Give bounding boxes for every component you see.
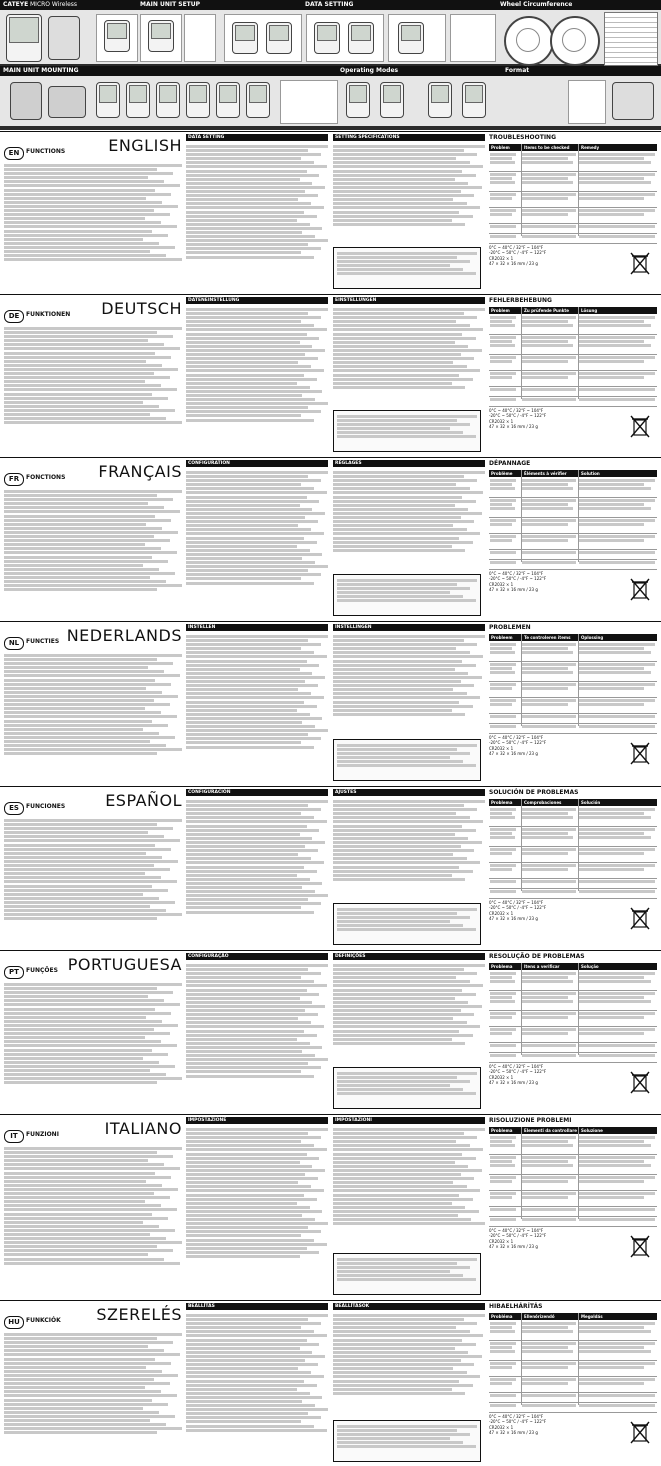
brand-logo: CATEYE [3,1,29,8]
setting-text-block [186,307,328,423]
weee-bin-icon [629,906,651,930]
table-row [489,533,657,550]
th-problem: Problema [491,1128,513,1133]
specifications-list [489,735,619,756]
troubleshooting-table-header [489,307,657,314]
th-cause: Comprobaciones [524,800,562,805]
language-title: PORTUGUESA [67,955,182,974]
spec-storage-temp: -20°C ~ 50°C / -4°F ~ 122°F [489,1069,547,1075]
mounting-title-bar [0,66,661,76]
th-cause: Items to be checked [524,145,570,150]
troubleshooting-table-header [489,1313,657,1320]
mode-panel [280,80,338,124]
specifications-text-block [333,1127,485,1226]
troubleshooting-table-header [489,799,657,806]
spec-operating-temp: 0°C ~ 40°C / 32°F ~ 104°F [489,1414,544,1419]
functions-column [4,1119,182,1269]
bracket-illustration [10,82,42,120]
data-setting-display-1 [232,22,258,54]
functions-text-block [4,1332,182,1435]
section-operating-modes: Operating Modes [340,67,399,74]
section-main-unit-mounting: MAIN UNIT MOUNTING [3,67,79,74]
th-remedy: Lösung [581,308,598,313]
functions-text-block [4,653,182,756]
language-title: NEDERLANDS [66,626,182,645]
table-row [489,1320,657,1341]
spec-dimensions: 47 × 32 × 16 mm / 23 g [489,1429,538,1435]
section-main-unit-setup: MAIN UNIT SETUP [140,1,201,8]
specifications-text-block [333,1313,485,1396]
data-setting-panel-4 [450,14,496,62]
th-cause: Te controleren items [524,635,571,640]
specifications-list [489,1414,619,1435]
language-section [0,786,661,949]
setting-column [186,1117,328,1272]
functions-text-block [4,326,182,425]
language-section [0,1114,661,1299]
setting-column [186,624,328,779]
specifications-heading: AJUSTES [333,789,485,796]
table-row [489,806,657,827]
functions-column [4,136,182,286]
troubleshooting-heading: FEHLERBEHEBUNG [489,297,552,304]
table-row [489,1154,657,1175]
specifications-list [489,571,619,592]
section-data-setting: DATA SETTING [305,1,354,8]
table-row [489,1376,657,1393]
specifications-column [333,460,485,615]
setting-column [186,953,328,1108]
weee-bin-icon [629,1420,651,1444]
spec-battery: CR2032 × 1 [489,745,514,751]
spec-dimensions: 47 × 32 × 16 mm / 23 g [489,1243,538,1249]
language-code-badge: FR [4,473,24,486]
troubleshooting-column [489,953,657,1108]
language-title: ITALIANO [104,1119,182,1138]
table-row [489,723,657,734]
language-title: ENGLISH [108,136,182,155]
troubleshooting-table-header [489,634,657,641]
specifications-column [333,297,485,452]
mode-display-4 [186,82,210,118]
mode-display-9 [428,82,452,118]
functions-heading: FONCTIONS [26,474,66,481]
troubleshooting-heading: HIBAELHÁRÍTÁS [489,1303,543,1310]
table-row [489,681,657,698]
spec-battery: CR2032 × 1 [489,910,514,916]
mode-display-3 [156,82,180,118]
troubleshooting-heading: TROUBLESHOOTING [489,134,556,141]
th-problem: Problema [491,800,513,805]
note-box [333,1420,481,1462]
wheel-icon [504,16,554,66]
spec-battery: CR2032 × 1 [489,1074,514,1080]
table-row [489,396,657,407]
data-setting-display-3 [314,22,340,54]
table-row [489,1026,657,1043]
model-name: MICRO Wireless [30,1,78,8]
specifications-column [333,134,485,289]
troubleshooting-heading: RISOLUZIONE PROBLEMI [489,1117,572,1124]
specifications-heading: SETTING SPECIFICATIONS [333,134,485,141]
functions-heading: FUNCIONES [26,803,66,810]
functions-heading: FUNÇÕES [26,967,58,974]
language-code-badge: EN [4,147,24,160]
data-setting-display-4 [348,22,374,54]
functions-column [4,626,182,776]
table-row [489,559,657,570]
troubleshooting-table-header [489,963,657,970]
weee-bin-icon [629,577,651,601]
functions-column [4,791,182,941]
table-row [489,846,657,863]
setting-text-block [186,1313,328,1433]
th-problem: Problem [491,145,510,150]
specifications-list [489,408,619,429]
th-cause: Itens a verificar [524,964,560,969]
weee-bin-icon [629,414,651,438]
table-row [489,171,657,192]
functions-text-block [4,489,182,592]
functions-text-block [4,1146,182,1266]
specifications-text-block [333,634,485,717]
th-problem: Problem [491,308,510,313]
spec-storage-temp: -20°C ~ 50°C / -4°F ~ 122°F [489,905,547,911]
troubleshooting-column [489,624,657,779]
setting-text-block [186,799,328,915]
th-cause: Zu prüfende Punkte [524,308,570,313]
troubleshooting-column [489,134,657,289]
spec-battery: CR2032 × 1 [489,581,514,587]
spec-dimensions: 47 × 32 × 16 mm / 23 g [489,915,538,921]
table-row [489,354,657,371]
th-cause: Elementi da controllare [524,1128,577,1133]
setting-heading: CONFIGURACIÓN [186,789,328,796]
functions-column [4,955,182,1105]
functions-heading: FUNCTIES [26,638,60,645]
troubleshooting-column [489,297,657,452]
setting-text-block [186,963,328,1079]
setup-step-display-1 [104,20,130,52]
specifications-column [333,624,485,779]
table-row [489,888,657,899]
setting-column [186,297,328,452]
section-wheel-circumference: Wheel Circumference [500,1,573,8]
section-format: Format [505,67,530,74]
mode-display-1 [96,82,120,118]
format-panel [568,80,606,124]
mode-display-7 [346,82,370,118]
spec-battery: CR2032 × 1 [489,418,514,424]
instruction-header [0,0,661,130]
setting-heading: BEÁLLÍTÁS [186,1303,328,1310]
setup-step-display-2 [148,20,174,52]
spec-dimensions: 47 × 32 × 16 mm / 23 g [489,260,538,266]
functions-heading: FUNCTIONS [26,148,66,155]
computer-back-illustration [48,16,80,60]
spec-operating-temp: 0°C ~ 40°C / 32°F ~ 104°F [489,408,544,413]
th-problem: Probléma [491,1314,513,1319]
spec-battery: CR2032 × 1 [489,255,514,261]
specifications-heading: DEFINIÇÕES [333,953,485,960]
functions-text-block [4,818,182,921]
language-section [0,457,661,620]
functions-text-block [4,163,182,262]
spec-battery: CR2032 × 1 [489,1424,514,1430]
table-row [489,641,657,662]
table-row [489,1174,657,1191]
table-row [489,517,657,534]
setting-column [186,460,328,615]
setting-heading: IMPOSTAZIONE [186,1117,328,1124]
mode-display-6 [246,82,270,118]
th-remedy: Megoldás [581,1314,603,1319]
table-row [489,497,657,518]
spec-operating-temp: 0°C ~ 40°C / 32°F ~ 104°F [489,571,544,576]
specifications-heading: IMPOSTAZIONI [333,1117,485,1124]
th-remedy: Solução [581,964,599,969]
functions-heading: FUNKCIÓK [26,1317,61,1324]
table-row [489,1134,657,1155]
table-row [489,1216,657,1227]
note-box [333,739,481,781]
functions-text-block [4,982,182,1085]
spec-storage-temp: -20°C ~ 50°C / -4°F ~ 122°F [489,250,547,256]
mode-display-10 [462,82,486,118]
language-code-badge: PT [4,966,24,979]
spec-operating-temp: 0°C ~ 40°C / 32°F ~ 104°F [489,1064,544,1069]
troubleshooting-table-header [489,470,657,477]
functions-column [4,462,182,612]
specifications-column [333,1303,485,1458]
table-row [489,1010,657,1027]
spec-operating-temp: 0°C ~ 40°C / 32°F ~ 104°F [489,900,544,905]
spec-operating-temp: 0°C ~ 40°C / 32°F ~ 104°F [489,735,544,740]
setting-heading: CONFIGURAÇÃO [186,953,328,960]
specifications-list [489,900,619,921]
specifications-heading: BEÁLLÍTÁSOK [333,1303,485,1310]
setting-heading: CONFIGURATION [186,460,328,467]
language-code-badge: HU [4,1316,24,1329]
specifications-list [489,1064,619,1085]
weee-bin-icon [629,1234,651,1258]
table-row [489,826,657,847]
th-remedy: Remedy [581,145,600,150]
reset-illustration [612,82,654,120]
troubleshooting-column [489,460,657,615]
note-box [333,903,481,945]
table-row [489,862,657,879]
language-title: ESPAÑOL [105,791,182,810]
setting-text-block [186,1127,328,1259]
setting-heading: DATA SETTING [186,134,328,141]
note-box [333,1067,481,1109]
table-row [489,697,657,714]
computer-front-illustration [6,14,42,62]
setting-text-block [186,634,328,750]
sensor-illustration [48,86,86,118]
table-row [489,970,657,991]
weee-bin-icon [629,741,651,765]
language-section [0,294,661,456]
troubleshooting-heading: DÉPANNAGE [489,460,531,467]
language-section [0,950,661,1113]
th-problem: Problema [491,964,513,969]
table-row [489,1360,657,1377]
specifications-column [333,1117,485,1272]
specifications-text-block [333,307,485,390]
specifications-list [489,245,619,266]
mode-display-5 [216,82,240,118]
setting-column [186,789,328,944]
table-row [489,334,657,355]
language-section [0,621,661,785]
table-row [489,191,657,208]
table-row [489,233,657,244]
wheel-measure-icon [550,16,600,66]
note-box [333,574,481,616]
troubleshooting-table-header [489,144,657,151]
table-row [489,1190,657,1207]
note-box [333,247,481,289]
functions-heading: FUNKTIONEN [26,311,71,318]
tire-size-table [604,12,658,66]
table-row [489,1052,657,1063]
setting-heading: DATENEINSTELLUNG [186,297,328,304]
mode-display-2 [126,82,150,118]
troubleshooting-column [489,1303,657,1458]
language-title: SZERELÉS [96,1305,182,1324]
specifications-heading: RÉGLAGES [333,460,485,467]
specifications-text-block [333,144,485,227]
troubleshooting-column [489,1117,657,1272]
table-row [489,207,657,224]
spec-storage-temp: -20°C ~ 50°C / -4°F ~ 122°F [489,1419,547,1425]
language-title: FRANÇAIS [98,462,182,481]
setting-column [186,1303,328,1458]
header-title-bar [0,0,661,10]
th-cause: Ellenőrizendő [524,1314,555,1319]
spec-storage-temp: -20°C ~ 50°C / -4°F ~ 122°F [489,576,547,582]
language-code-badge: ES [4,802,24,815]
specifications-text-block [333,470,485,553]
table-row [489,151,657,172]
language-code-badge: NL [4,637,24,650]
functions-column [4,1305,182,1455]
spec-dimensions: 47 × 32 × 16 mm / 23 g [489,423,538,429]
spec-dimensions: 47 × 32 × 16 mm / 23 g [489,750,538,756]
specifications-heading: INSTELLINGEN [333,624,485,631]
troubleshooting-table-header [489,1127,657,1134]
spec-operating-temp: 0°C ~ 40°C / 32°F ~ 104°F [489,245,544,250]
mode-display-8 [380,82,404,118]
spec-storage-temp: -20°C ~ 50°C / -4°F ~ 122°F [489,1233,547,1239]
spec-operating-temp: 0°C ~ 40°C / 32°F ~ 104°F [489,1228,544,1233]
specifications-text-block [333,799,485,882]
troubleshooting-heading: PROBLEMEN [489,624,531,631]
specifications-list [489,1228,619,1249]
data-setting-display-2 [266,22,292,54]
table-row [489,990,657,1011]
table-row [489,661,657,682]
language-section [0,131,661,293]
th-remedy: Solution [581,471,600,476]
setting-text-block [186,470,328,586]
language-title: DEUTSCH [101,299,182,318]
table-row [489,370,657,387]
note-box [333,1253,481,1295]
spec-storage-temp: -20°C ~ 50°C / -4°F ~ 122°F [489,740,547,746]
language-code-badge: IT [4,1130,24,1143]
setting-heading: INSTELLEN [186,624,328,631]
th-remedy: Solución [581,800,601,805]
setting-column [186,134,328,289]
data-setting-display-5 [398,22,424,54]
spec-battery: CR2032 × 1 [489,1238,514,1244]
note-box [333,410,481,452]
th-problem: Problème [491,471,513,476]
th-cause: Éléments à vérifier [524,471,567,476]
troubleshooting-heading: SOLUCIÓN DE PROBLEMAS [489,789,579,796]
setup-step-panel-3 [184,14,216,62]
troubleshooting-heading: RESOLUÇÃO DE PROBLEMAS [489,953,585,960]
weee-bin-icon [629,251,651,275]
specifications-column [333,953,485,1108]
th-problem: Probleem [491,635,513,640]
table-row [489,1340,657,1361]
th-remedy: Oplossing [581,635,604,640]
setting-text-block [186,144,328,260]
weee-bin-icon [629,1070,651,1094]
table-row [489,477,657,498]
spec-dimensions: 47 × 32 × 16 mm / 23 g [489,586,538,592]
functions-heading: FUNZIONI [26,1131,59,1138]
functions-column [4,299,182,449]
specifications-text-block [333,963,485,1046]
table-row [489,1402,657,1413]
language-section [0,1300,661,1466]
spec-dimensions: 47 × 32 × 16 mm / 23 g [489,1079,538,1085]
language-code-badge: DE [4,310,24,323]
specifications-column [333,789,485,944]
spec-storage-temp: -20°C ~ 50°C / -4°F ~ 122°F [489,413,547,419]
th-remedy: Soluzione [581,1128,603,1133]
table-row [489,314,657,335]
troubleshooting-column [489,789,657,944]
specifications-heading: EINSTELLUNGEN [333,297,485,304]
